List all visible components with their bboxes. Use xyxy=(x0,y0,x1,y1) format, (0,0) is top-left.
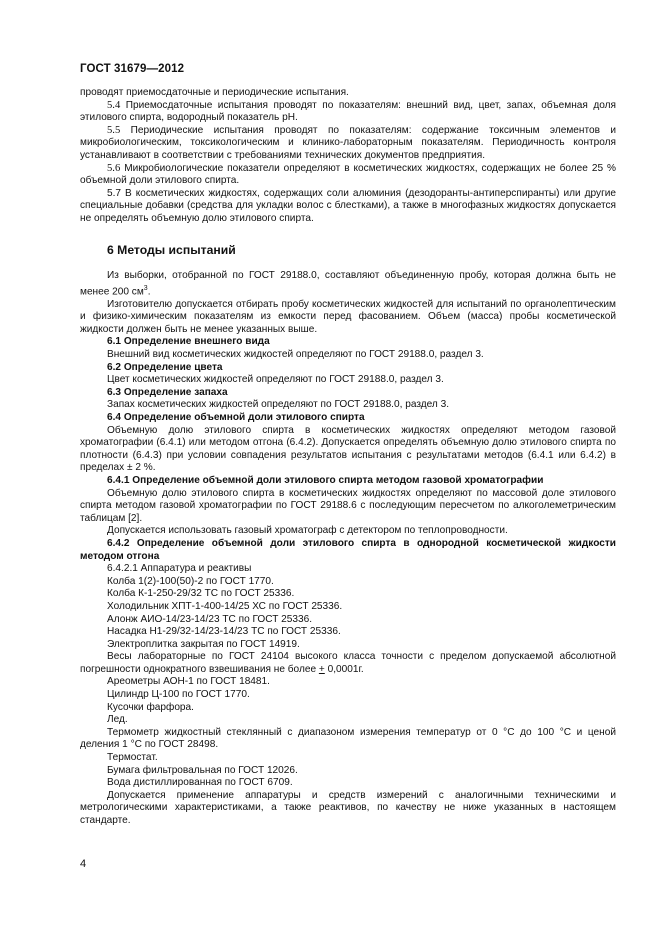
list-item: Бумага фильтровальная по ГОСТ 12026. xyxy=(107,764,298,776)
sample-text-end: . xyxy=(147,286,151,298)
clause-text: Микробиологические показатели определяют в косметических жидкостях, содержащих не более 25 % объемной доли этилового спирта. xyxy=(80,162,616,187)
subsection-6-3-text: Запах косметических жидкостей определяют по ГОСТ 29188.0, раздел 3. xyxy=(107,399,450,411)
subsection-6-4-1-text2: Допускается использовать газовый хроматограф с детектором по теплопроводности. xyxy=(107,525,508,537)
list-item: Лед. xyxy=(107,714,128,726)
clause-number: 5.4 xyxy=(107,99,121,111)
list-item: Ареометры АОН-1 по ГОСТ 18481. xyxy=(107,676,270,688)
subsection-6-2-title: 6.2 Определение цвета xyxy=(107,361,223,373)
paragraph-scales xyxy=(80,651,616,676)
clause-number: 5.5 xyxy=(107,124,121,136)
paragraph-5-7: 5.7 В косметических жидкостях, содержащих соли алюминия (дезодоранты-антиперспиранты) или другие специальные добавки (средства для укладки волос с блестками), а также в многофазных жидкостях допускается не определять объемную долю этилового спирта. xyxy=(80,187,616,224)
paragraph-sample xyxy=(80,270,616,299)
doc-header-code: ГОСТ 31679—2012 xyxy=(80,63,185,75)
paragraph-continuation: проводят приемосдаточные и периодические испытания. xyxy=(80,87,349,98)
list-item: Насадка Н1-29/32-14/23-14/23 ТС по ГОСТ 25336. xyxy=(107,626,341,638)
subsection-6-4-1-text: Объемную долю этилового спирта в косметических жидкостях определяют по массовой доле этилового спирта методом газовой хроматографии по ГОСТ 29188.6 с последующим пересчетом по алкоголеметрическим таблицам [2]. xyxy=(80,487,616,524)
list-item: Вода дистиллированная по ГОСТ 6709. xyxy=(107,777,293,789)
subsection-6-4-title: 6.4 Определение объемной доли этилового спирта xyxy=(107,412,365,424)
clause-text: Периодические испытания проводят по показателям: содержание токсичным элементов и микробиологическим, токсикологическим и клинико-лабораторным показателям. Периодичность контроля устанавливают в соответствии с требованиями технических документов предприятия. xyxy=(80,124,616,161)
list-item: 6.4.2.1 Аппаратура и реактивы xyxy=(107,563,252,575)
clause-text: Приемосдаточные испытания проводят по показателям: внешний вид, цвет, запах, объемная доля этилового спирта, водородный показатель рН. xyxy=(80,99,616,124)
document-body xyxy=(80,87,616,828)
page-number: 4 xyxy=(80,858,87,870)
paragraph-thermometer: Термометр жидкостный стеклянный с диапазоном измерения температур от 0 °С до 100 °С и ценой деления 1 °С по ГОСТ 28498. xyxy=(80,726,616,751)
subsection-6-1-title: 6.1 Определение внешнего вида xyxy=(107,336,270,348)
subsection-6-4-2-title: 6.4.2 Определение объемной доли этилового спирта в однородной косметической жидкости методом отгона xyxy=(80,537,616,562)
list-item: Алонж АИО-14/23-14/23 ТС по ГОСТ 25336. xyxy=(107,613,313,625)
list-item: Колба 1(2)-100(50)-2 по ГОСТ 1770. xyxy=(107,575,274,587)
paragraph-5-4 xyxy=(80,100,616,125)
paragraph-manufacturer: Изготовителю допускается отбирать пробу косметических жидкостей для испытаний по органолептическим и физико-химическим показателям из емкости перед фасованием. Объем (масса) пробы косметической жидкости должен быть не менее указанных выше. xyxy=(80,298,616,335)
superscript: 3 xyxy=(143,284,148,292)
list-item: Кусочки фарфора. xyxy=(107,701,194,713)
list-item: Колба К-1-250-29/32 ТС по ГОСТ 25336. xyxy=(107,588,295,600)
paragraph-5-6 xyxy=(80,163,616,188)
list-item: Цилиндр Ц-100 по ГОСТ 1770. xyxy=(107,689,250,701)
scales-text: Весы лабораторные по ГОСТ 24104 высокого класса точности с пределом допускаемой абсолютной погрешности однократного взвешивания не более xyxy=(80,651,616,675)
subsection-6-4-text: Объемную долю этилового спирта в косметических жидкостях определяют методом газовой хроматографии (6.4.1) или методом отгона (6.4.2). Допускается определять объемную долю этилового спирта по плотности (6.4.3) при условии совпадения результатов испытания с результатами методов (6.4.1 или 6.4.2) в пределах ± 2 %. xyxy=(80,424,616,474)
subsection-6-2-text: Цвет косметических жидкостей определяют по ГОСТ 29188.0, раздел 3. xyxy=(107,374,444,386)
scales-text-end: 0,0001г. xyxy=(324,663,364,675)
list-item: Электроплитка закрытая по ГОСТ 14919. xyxy=(107,638,300,650)
clause-number: 5.6 xyxy=(107,162,121,174)
paragraph-5-5 xyxy=(80,125,616,163)
subsection-6-4-1-title: 6.4.1 Определение объемной доли этилового спирта методом газовой хроматографии xyxy=(107,474,544,486)
sample-text: Из выборки, отобранной по ГОСТ 29188.0, составляют объединенную пробу, которая должна быть не менее 200 см xyxy=(80,270,616,298)
plus-minus-sign: + xyxy=(318,663,325,675)
subsection-6-3-title: 6.3 Определение запаха xyxy=(107,386,228,398)
subsection-6-1-text: Внешний вид косметических жидкостей определяют по ГОСТ 29188.0, раздел 3. xyxy=(107,349,484,361)
list-item: Термостат. xyxy=(107,752,158,764)
section-title: 6 Методы испытаний xyxy=(107,242,236,257)
paragraph-final: Допускается применение аппаратуры и средств измерений с аналогичными техническими и метрологическими характеристиками, а также реактивов, по качеству не ниже указанных в настоящем стандарте. xyxy=(80,789,616,827)
list-item: Холодильник ХПТ-1-400-14/25 ХС по ГОСТ 25336. xyxy=(107,600,343,612)
